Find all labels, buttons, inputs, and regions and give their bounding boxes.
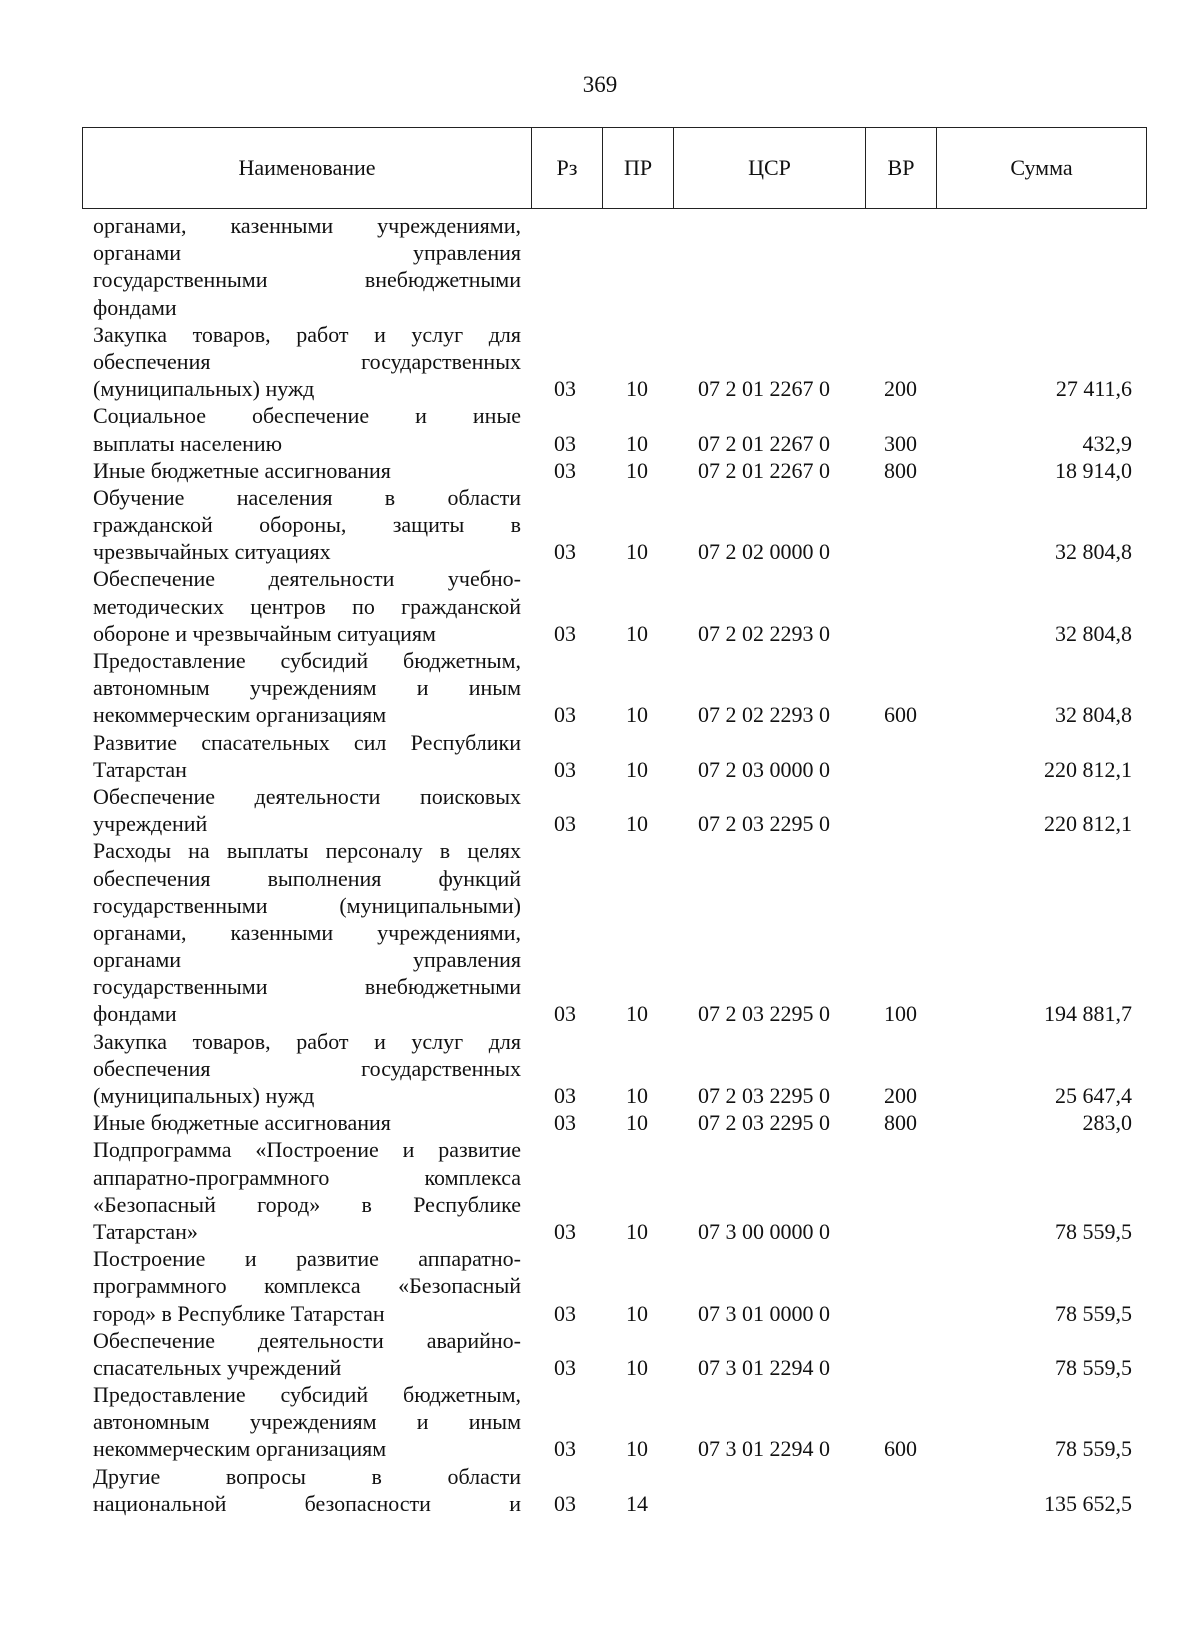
- table-row: [0, 1109, 1200, 1136]
- row-pr: 10: [626, 1001, 648, 1027]
- row-name: [93, 565, 521, 647]
- row-name-line: обороне и чрезвычайным ситуациям: [93, 620, 436, 646]
- row-name-line: (муниципальных) нужд: [93, 376, 315, 402]
- row-rz: 03: [554, 1218, 576, 1244]
- row-name: [93, 647, 521, 729]
- row-vr: 200: [884, 1083, 917, 1108]
- row-name: [93, 1381, 521, 1463]
- row-pr: 10: [626, 702, 648, 728]
- row-name: [93, 212, 521, 321]
- row-name: [93, 402, 521, 456]
- table-row: [0, 1327, 1200, 1381]
- row-name-line: гражданской обороны, защиты в: [93, 512, 521, 538]
- header-sum: Сумма: [937, 128, 1147, 209]
- row-csr: 07 2 01 2267 0: [698, 376, 830, 402]
- row-rz: 03: [554, 1083, 576, 1108]
- row-name: [93, 1245, 521, 1327]
- row-name-line: аппаратно-программного комплекса: [93, 1164, 521, 1190]
- header-csr: ЦСР: [674, 128, 866, 209]
- table-row: [0, 484, 1200, 566]
- row-name-line: национальной безопасности и: [93, 1490, 521, 1516]
- header-pr: ПР: [603, 128, 674, 209]
- row-sum: 283,0: [1082, 1110, 1132, 1136]
- row-sum: 220 812,1: [1044, 811, 1132, 837]
- row-name-line: органами управления: [93, 947, 521, 973]
- table-row: [0, 1136, 1200, 1245]
- row-sum: 32 804,8: [1055, 539, 1132, 565]
- row-pr: 14: [626, 1490, 648, 1516]
- row-vr: 800: [884, 457, 917, 483]
- row-name-line: Обеспечение деятельности учебно-: [93, 566, 521, 592]
- table-row: [0, 402, 1200, 456]
- row-vr: 100: [884, 1001, 917, 1027]
- row-name-line: государственными внебюджетными: [93, 267, 521, 293]
- row-name-line: государственными (муниципальными): [93, 892, 521, 918]
- row-name: [93, 484, 521, 566]
- row-sum: 18 914,0: [1055, 457, 1132, 483]
- table-row: [0, 321, 1200, 403]
- table-row: [0, 1028, 1200, 1110]
- table-row: [0, 1245, 1200, 1327]
- row-csr: 07 2 02 2293 0: [698, 620, 830, 646]
- row-name-line: органами, казенными учреждениями,: [93, 919, 521, 945]
- row-name-line: программного комплекса «Безопасный: [93, 1273, 521, 1299]
- row-name: [93, 1109, 521, 1136]
- row-sum: 78 559,5: [1055, 1300, 1132, 1326]
- row-name-line: обеспечения государственных: [93, 1055, 521, 1081]
- row-rz: 03: [554, 756, 576, 782]
- row-name: [93, 837, 521, 1027]
- row-name-line: обеспечения государственных: [93, 348, 521, 374]
- row-rz: 03: [554, 702, 576, 728]
- table-body: [0, 212, 1200, 1517]
- page-number: 369: [582, 72, 618, 97]
- row-csr: 07 2 02 0000 0: [698, 539, 830, 565]
- row-name-line: некоммерческим организациям: [93, 1436, 387, 1462]
- row-name-line: автономным учреждениям и иным: [93, 675, 521, 701]
- row-sum: 78 559,5: [1055, 1354, 1132, 1380]
- row-sum: 432,9: [1082, 430, 1132, 456]
- table-row: [0, 783, 1200, 837]
- row-sum: 32 804,8: [1055, 702, 1132, 728]
- row-name-line: спасательных учреждений: [93, 1354, 342, 1380]
- row-csr: 07 2 02 2293 0: [698, 702, 830, 728]
- row-sum: 135 652,5: [1044, 1490, 1132, 1516]
- row-sum: 27 411,6: [1055, 376, 1132, 402]
- row-sum: 78 559,5: [1055, 1218, 1132, 1244]
- row-name-line: государственными внебюджетными: [93, 974, 521, 1000]
- table-row: [0, 729, 1200, 783]
- row-name-line: некоммерческим организациям: [93, 702, 387, 728]
- row-name-line: органами управления: [93, 240, 521, 266]
- header-vr: ВР: [866, 128, 937, 209]
- row-rz: 03: [554, 1490, 576, 1516]
- row-name-line: Социальное обеспечение и иные: [93, 403, 521, 429]
- row-pr: 10: [626, 756, 648, 782]
- row-sum: 78 559,5: [1055, 1436, 1132, 1462]
- row-vr: 800: [884, 1110, 917, 1136]
- row-pr: 10: [626, 811, 648, 837]
- row-sum: 194 881,7: [1044, 1001, 1132, 1027]
- row-csr: 07 2 03 0000 0: [698, 756, 830, 782]
- table-row: [0, 1381, 1200, 1463]
- row-pr: 10: [626, 1436, 648, 1462]
- row-csr: 07 2 01 2267 0: [698, 457, 830, 483]
- row-vr: 600: [884, 1436, 917, 1462]
- row-sum: 25 647,4: [1055, 1083, 1132, 1108]
- row-csr: 07 3 01 2294 0: [698, 1436, 830, 1462]
- row-name-line: обеспечения выполнения функций: [93, 865, 521, 891]
- row-vr: 200: [884, 376, 917, 402]
- row-rz: 03: [554, 1001, 576, 1027]
- row-name-line: органами, казенными учреждениями,: [93, 213, 521, 238]
- row-name-line: Закупка товаров, работ и услуг для: [93, 321, 521, 347]
- row-name-line: Иные бюджетные ассигнования: [93, 1110, 391, 1136]
- row-name-line: Татарстан»: [93, 1218, 198, 1244]
- row-name-line: Обеспечение деятельности поисковых: [93, 783, 521, 809]
- row-pr: 10: [626, 1110, 648, 1136]
- row-name-line: чрезвычайных ситуациях: [93, 539, 331, 565]
- row-name-line: методических центров по гражданской: [93, 593, 521, 619]
- row-name-line: Развитие спасательных сил Республики: [93, 729, 521, 755]
- row-csr: 07 3 00 0000 0: [698, 1218, 830, 1244]
- row-pr: 10: [626, 620, 648, 646]
- row-name-line: Татарстан: [93, 756, 187, 782]
- row-rz: 03: [554, 539, 576, 565]
- row-name: [93, 1028, 521, 1110]
- row-name-line: «Безопасный город» в Республике: [93, 1191, 521, 1217]
- row-rz: 03: [554, 811, 576, 837]
- row-name-line: Иные бюджетные ассигнования: [93, 457, 391, 483]
- row-name-line: Предоставление субсидий бюджетным,: [93, 648, 521, 673]
- row-sum: 220 812,1: [1044, 756, 1132, 782]
- table-row: [0, 212, 1200, 321]
- row-rz: 03: [554, 1436, 576, 1462]
- row-csr: 07 2 01 2267 0: [698, 430, 830, 456]
- row-pr: 10: [626, 376, 648, 402]
- row-name-line: Построение и развитие аппаратно-: [93, 1246, 521, 1272]
- row-name: [93, 457, 521, 484]
- row-csr: 07 2 03 2295 0: [698, 1083, 830, 1108]
- row-csr: 07 2 03 2295 0: [698, 1001, 830, 1027]
- table-row: [0, 837, 1200, 1027]
- row-rz: 03: [554, 1300, 576, 1326]
- row-name-line: (муниципальных) нужд: [93, 1083, 315, 1108]
- row-rz: 03: [554, 1354, 576, 1380]
- row-csr: 07 2 03 2295 0: [698, 811, 830, 837]
- table-row: [0, 565, 1200, 647]
- row-name-line: город» в Республике Татарстан: [93, 1300, 385, 1326]
- row-csr: 07 2 03 2295 0: [698, 1110, 830, 1136]
- row-name: [93, 1327, 521, 1381]
- table-row: [0, 1463, 1200, 1517]
- row-name-line: автономным учреждениям и иным: [93, 1409, 521, 1435]
- row-name-line: выплаты населению: [93, 430, 283, 456]
- row-csr: 07 3 01 2294 0: [698, 1354, 830, 1380]
- row-name-line: Закупка товаров, работ и услуг для: [93, 1028, 521, 1054]
- row-name-line: учреждений: [93, 811, 208, 837]
- table-header: [82, 127, 1147, 209]
- row-vr: 300: [884, 430, 917, 456]
- header-name: Наименование: [83, 128, 532, 209]
- row-name-line: Подпрограмма «Построение и развитие: [93, 1137, 521, 1163]
- row-name: [93, 783, 521, 837]
- row-name-line: Расходы на выплаты персоналу в целях: [93, 838, 521, 864]
- row-name-line: Другие вопросы в области: [93, 1463, 521, 1489]
- table-row: [0, 457, 1200, 484]
- row-rz: 03: [554, 1110, 576, 1136]
- header-rz: Рз: [532, 128, 603, 209]
- row-pr: 10: [626, 1300, 648, 1326]
- row-pr: 10: [626, 1218, 648, 1244]
- row-csr: 07 3 01 0000 0: [698, 1300, 830, 1326]
- row-rz: 03: [554, 430, 576, 456]
- row-name-line: фондами: [93, 294, 177, 320]
- row-name-line: фондами: [93, 1001, 177, 1027]
- row-name: [93, 321, 521, 403]
- row-rz: 03: [554, 620, 576, 646]
- row-rz: 03: [554, 376, 576, 402]
- row-pr: 10: [626, 1354, 648, 1380]
- row-pr: 10: [626, 430, 648, 456]
- row-pr: 10: [626, 457, 648, 483]
- row-rz: 03: [554, 457, 576, 483]
- row-name: [93, 1136, 521, 1245]
- row-name-line: Обеспечение деятельности аварийно-: [93, 1327, 521, 1353]
- row-vr: 600: [884, 702, 917, 728]
- row-name-line: Предоставление субсидий бюджетным,: [93, 1382, 521, 1408]
- row-name: [93, 1463, 521, 1517]
- row-name: [93, 729, 521, 783]
- row-name-line: Обучение населения в области: [93, 484, 521, 510]
- table-row: [0, 647, 1200, 729]
- row-pr: 10: [626, 1083, 648, 1108]
- row-sum: 32 804,8: [1055, 620, 1132, 646]
- row-pr: 10: [626, 539, 648, 565]
